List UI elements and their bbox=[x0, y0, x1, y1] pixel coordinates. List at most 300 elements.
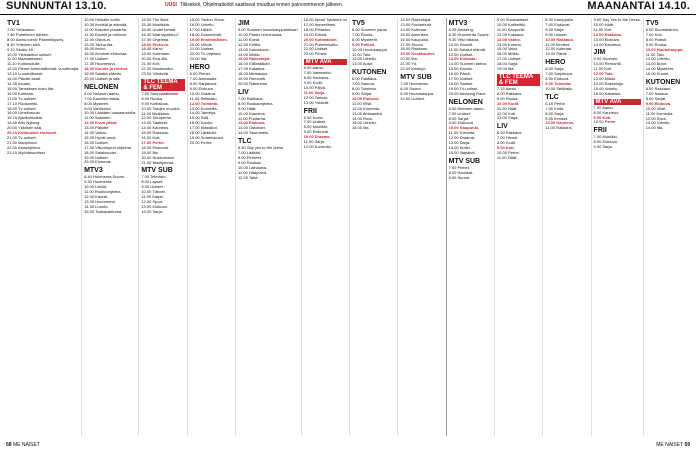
program-entry: 10.00 Hiekalle kotiin. bbox=[84, 17, 121, 22]
program-entry: 16.00 Apua! Tyttäreni on bbox=[303, 17, 347, 22]
program-entry: 9.00 Koti. bbox=[496, 145, 515, 151]
channel-header: HERO bbox=[545, 59, 566, 67]
program-entry: 14.00 Kotona. bbox=[496, 41, 522, 47]
program-entry: 10.00 Pakko remontoida. bbox=[237, 31, 283, 37]
program-entry: 14.00 Sarja. bbox=[141, 208, 163, 214]
program-entry: 7.00 Sarjakuva. bbox=[545, 71, 574, 77]
program-entry: 15.00 The Bold. bbox=[141, 17, 170, 22]
program-entry: 20.00 Ilta. bbox=[400, 56, 418, 62]
program-entry: 11.30 Kauniit ja rohkeat. bbox=[84, 31, 127, 37]
program-entry: 18.00 Elokuvat. bbox=[141, 144, 169, 150]
program-entry: 6.00 Nelonen aamu. bbox=[448, 105, 485, 111]
program-entry: 9.00 Kodit. bbox=[303, 79, 323, 85]
program-entry: 15.30 Musiikkia. bbox=[141, 21, 171, 27]
program-entry: 10.30 Ihmisiä ja elämää. bbox=[84, 21, 128, 27]
program-entry: 16.00 Eläinlääkäri. bbox=[237, 61, 271, 67]
program-entry: 12.00 Kova päivä. bbox=[84, 120, 118, 126]
program-entry: 17.00 Uutiset. bbox=[448, 76, 474, 82]
program-entry: 11.00 Salatut elämät. bbox=[448, 46, 487, 52]
program-entry: 15.00 Urheilu. bbox=[351, 120, 377, 126]
program-entry: 11.00 Sarja. bbox=[303, 89, 326, 95]
program-entry: 18.00 Salaisuudet. bbox=[84, 149, 118, 155]
program-entry: 7.00 Lääkäri. bbox=[237, 150, 262, 156]
program-entry: 11.00 Salainen. bbox=[84, 115, 112, 121]
program-entry: 7.00 Uutiset. bbox=[303, 119, 327, 125]
program-entry: 21.00 Uutiset. bbox=[189, 46, 215, 52]
program-entry: 12.00 Toiminta. bbox=[189, 100, 219, 106]
program-entry: 9.00 Poliisit. bbox=[351, 41, 376, 47]
program-entry: 8.00 Kodit. bbox=[496, 140, 517, 146]
program-entry: 13.00 Pakotie. bbox=[84, 125, 110, 131]
program-entry: 11.10 Kotiseudulle. bbox=[7, 61, 41, 67]
program-entry: 20.00 Perhe. bbox=[189, 139, 213, 145]
program-entry: 8.00 Elokuva. bbox=[545, 76, 570, 82]
program-entry: 10.00 Huutokauppa. bbox=[351, 46, 389, 52]
program-entry: 14.00 Seurustelu. bbox=[237, 130, 270, 136]
program-entry: 15.00 Rakkaus. bbox=[141, 130, 170, 136]
program-entry: 18.00 Metsästys. bbox=[237, 71, 269, 77]
program-entry: 19.00 Elämä. bbox=[303, 31, 328, 37]
program-entry: 9.00 Elokuvat. bbox=[448, 120, 474, 126]
channel-header: LIV bbox=[237, 88, 249, 96]
program-entry: 16.00 Kalastus. bbox=[593, 90, 622, 96]
program-entry: 20.00 Ensi-ilta. bbox=[141, 56, 168, 62]
program-entry: 7.00 Kodit. bbox=[545, 105, 565, 111]
channel-header: MTV AVA bbox=[304, 59, 347, 65]
program-entry: 8.00 Toiminta. bbox=[351, 86, 377, 92]
program-entry: 10.00 Häät. bbox=[593, 21, 615, 27]
program-entry: 18.00 Elokuva. bbox=[141, 41, 169, 47]
channel-header: MTV3 bbox=[448, 20, 468, 27]
listing-column bbox=[543, 18, 591, 436]
program-entry: 16.00 Uudet tarinat. bbox=[141, 26, 177, 32]
program-entry: 13.00 Elokuva. bbox=[141, 203, 168, 209]
program-entry: 9.00 Ruokaa. bbox=[237, 159, 262, 165]
program-entry: 10.00 Kauneus. bbox=[237, 110, 266, 116]
program-entry: 6.00 Sarja. bbox=[545, 66, 565, 72]
program-entry: 7.00 Naurua. bbox=[645, 90, 669, 96]
program-entry: 14.00 Vaimo. bbox=[84, 130, 108, 136]
program-entry: 10.00 Remontti. bbox=[593, 61, 622, 67]
program-entry: 13.00 Autot. bbox=[351, 61, 374, 67]
program-entry: 8.00 Musiikki. bbox=[303, 124, 328, 130]
program-entry: 20.10 Kotimaiset elokuvat. bbox=[7, 130, 58, 136]
program-entry: 18.00 Tv-uutiset. bbox=[7, 105, 37, 111]
program-entry: 16.00 Kaupunki. bbox=[400, 36, 430, 42]
program-entry: 14.00 Jännitys. bbox=[189, 110, 217, 116]
program-entry: 11.00 Talo. bbox=[351, 51, 372, 57]
program-entry: 13.00 Urheilu. bbox=[645, 120, 671, 126]
program-entry: 16.00 Koti. bbox=[141, 135, 161, 141]
program-entry: 8.00 Sarja. bbox=[545, 110, 565, 116]
program-entry: 12.00 Sport. bbox=[141, 199, 164, 204]
program-entry: 9.00 Toiminta. bbox=[545, 80, 572, 86]
program-entry: 7.40 Puhelimen ääreen. bbox=[7, 31, 50, 37]
program-entry: 23.00 Viihdettä. bbox=[141, 70, 170, 76]
program-entry: 12.00 Kotimaa. bbox=[545, 46, 573, 52]
program-entry: 9.00 Häät. bbox=[237, 105, 257, 111]
program-entry: 11.00 Koirat. bbox=[237, 36, 261, 42]
program-entry: 12.00 Uutiset. bbox=[448, 51, 474, 57]
program-entry: 9.00 Vahtikoira. bbox=[84, 105, 112, 111]
program-entry: 10.00 Uutiset. bbox=[400, 95, 425, 101]
program-entry: 8.00 Perheet. bbox=[237, 154, 262, 160]
program-entry: 19.00 Uutiset. bbox=[84, 154, 109, 160]
program-entry: 13.00 Huomenna. bbox=[84, 198, 116, 204]
channel-header: FRII bbox=[303, 107, 317, 115]
program-entry: 6.00 Rakkaus. bbox=[645, 86, 672, 92]
channel-header: TV1 bbox=[7, 20, 20, 27]
program-entry: 11.00 Koti. bbox=[593, 26, 613, 32]
program-entry: 10.00 Talojen muodot. bbox=[141, 105, 181, 111]
program-entry: 13.00 Sarja. bbox=[448, 140, 471, 146]
program-entry: 15.00 Kaunis. bbox=[448, 66, 474, 72]
program-entry: 11.00 Koti. bbox=[593, 66, 613, 72]
program-entry: 11.00 Vitsit. bbox=[351, 100, 373, 106]
program-entry: 16.00 Päivä. bbox=[448, 71, 471, 77]
channel-header: MTV SUB bbox=[141, 167, 173, 175]
program-entry: 22.00 Asiaohjelma. bbox=[7, 144, 41, 150]
program-entry: 8.00 Mysteeri. bbox=[84, 100, 110, 106]
program-entry: 6.00 Suomalainen. bbox=[645, 27, 680, 32]
channel-header: LIV bbox=[496, 123, 508, 131]
program-entry: 14.30 Luonto. bbox=[84, 203, 109, 209]
program-entry: 16.30 Mitä tapahtuu? bbox=[141, 31, 179, 37]
program-entry: 20.00 Amazing Race. bbox=[448, 90, 487, 96]
program-entry: 11.00 Komedia. bbox=[645, 110, 674, 116]
program-entry: 11.00 Seikkailu. bbox=[189, 95, 218, 101]
program-entry: 23.00 Ilta. bbox=[189, 56, 208, 62]
listing-column bbox=[592, 18, 644, 436]
program-entry: 9.00 Elokuva. bbox=[189, 85, 214, 91]
program-entry: 11.00 Maanantaiset. bbox=[7, 56, 43, 62]
program-entry: 7.00 Musiikki. bbox=[593, 134, 618, 140]
program-entry: 10.00 Vitsit. bbox=[645, 105, 667, 111]
program-entry: 10.00 Kauniit. bbox=[448, 41, 474, 47]
program-entry: 12.00 Komedia. bbox=[303, 143, 332, 149]
program-entry: 8.00 Elokuva. bbox=[593, 139, 618, 145]
program-entry: 21.00 Iltaohjelmat. bbox=[141, 159, 175, 165]
program-entry: 20.00 Viihde. bbox=[189, 41, 213, 47]
program-entry: 11.00 Toiminta. bbox=[448, 130, 476, 136]
program-entry: 11.00 Ihmiset. bbox=[545, 41, 571, 47]
program-entry: 19.45 Arto Nyberg. bbox=[7, 120, 41, 126]
program-entry: 19.00 Urheiluruutu. bbox=[7, 110, 42, 116]
channel-header: NELONEN bbox=[448, 98, 483, 106]
program-entry: 21.00 Puhelinsoitto. bbox=[303, 41, 339, 47]
program-entry: 16.00 Mökki. bbox=[496, 51, 520, 57]
program-entry: 12.00 Talo. bbox=[593, 71, 614, 77]
program-entry: 9.00 Ruoka. bbox=[496, 95, 519, 101]
program-entry: 16.00 Urheilu. bbox=[189, 21, 215, 27]
channel-header: KUTONEN bbox=[645, 79, 681, 87]
program-entry: 16.00 Ilta. bbox=[351, 125, 370, 131]
program-entry: 7.00 Koti. bbox=[645, 31, 663, 37]
program-entry: 7.00 Kauniita naisia. bbox=[84, 95, 121, 101]
program-entry: 15.00 Iltapäivä. bbox=[448, 149, 476, 155]
right-day-title: MAANANTAI 14.10. bbox=[587, 0, 690, 12]
program-entry: 10.00 Laihdutus. bbox=[237, 164, 268, 170]
program-entry: 9.00 Elokuva. bbox=[645, 100, 672, 106]
listing-column bbox=[398, 18, 446, 436]
program-entry: 10.00 Kauneus. bbox=[545, 120, 575, 126]
program-entry: 12.00 Urheilu. bbox=[645, 56, 671, 62]
program-entry: 18.00 Pelastus. bbox=[303, 26, 332, 32]
program-entry: 17.00 Kalastus. bbox=[237, 66, 266, 72]
left-brand: ME NAISET bbox=[12, 442, 40, 448]
program-entry: 22.00 Tv-ohjelma. bbox=[189, 51, 222, 57]
program-entry: 6.15 Perhe. bbox=[545, 100, 566, 106]
program-entry: 14.00 Mökki. bbox=[237, 51, 261, 57]
right-brand: ME NAISET bbox=[656, 442, 684, 448]
program-entry: 17.00 Tv-uutiset. bbox=[7, 95, 37, 101]
notice-text: Tiilisekeli, Ohjelmatiedot saattavat muuttua ennen painoonmenon jälkeen. bbox=[179, 2, 344, 8]
listing-column bbox=[236, 18, 302, 436]
program-entry: 11.00 Sarjat. bbox=[141, 194, 164, 200]
program-entry: 10.00 Elokuva. bbox=[351, 95, 380, 101]
program-entry: 17.00 Klassikot. bbox=[189, 125, 218, 131]
program-entry: 12.00 Komedia. bbox=[351, 105, 381, 111]
program-entry: 14.00 Rock. bbox=[351, 115, 374, 121]
program-entry: 11.00 Hääpuvut. bbox=[237, 169, 268, 175]
program-entry: 13.00 Vaatteet. bbox=[141, 120, 169, 126]
program-entry: 13.00 Ostokset. bbox=[237, 125, 266, 131]
listing-column bbox=[644, 18, 691, 436]
program-entry: 8.00 Poliisit. bbox=[645, 36, 668, 42]
program-entry: 11.00 Meikkaus. bbox=[141, 110, 171, 116]
program-entry: 7.00 Ruoka. bbox=[351, 31, 374, 37]
program-entry: 21.30 Iltaopinnot. bbox=[7, 139, 38, 145]
program-entry: 19.00 Remontti. bbox=[237, 76, 267, 82]
program-entry: 10.00 Rakkaus. bbox=[545, 36, 574, 42]
program-entry: 13.00 Elokuva. bbox=[593, 36, 621, 42]
right-page-number: 59 bbox=[684, 442, 690, 448]
program-entry: 9.00 Elokuvat. bbox=[303, 129, 330, 135]
program-entry: 6.40 Huomenta Suomi. bbox=[84, 174, 125, 180]
program-entry: 7.00 Valmistelu. bbox=[303, 70, 332, 76]
program-entry: 19.00 Tv-uutiset. bbox=[448, 85, 479, 91]
program-entry: 12.00 Urheilu. bbox=[351, 56, 377, 62]
program-entry: 11.00 Häät. bbox=[496, 105, 518, 111]
channel-header: TLC TEEMA & FEM bbox=[141, 79, 184, 91]
program-entry: 12.00 Kokkaus. bbox=[496, 31, 525, 37]
program-entry: 8.00 Sarjat. bbox=[645, 95, 667, 101]
program-entry: 17.30 Viikonlopun ohjelma. bbox=[84, 144, 133, 150]
program-entry: 10.00 Draama. bbox=[189, 90, 217, 96]
program-entry: 8.00 Mysteerit. bbox=[351, 36, 379, 42]
program-entry: 10.00 Tähdet. bbox=[141, 189, 166, 195]
program-entry: 14.00 Päivän asiat. bbox=[7, 76, 42, 82]
program-entry: 12.00 Draama. bbox=[448, 135, 476, 141]
program-entry: 11.00 Sarja. bbox=[303, 139, 325, 145]
program-entry: 7.00 Yleisaamu. bbox=[7, 27, 36, 32]
program-entry: 17.30 Huomenna. bbox=[84, 61, 116, 67]
program-entry: 22.00 Mustavalko. bbox=[141, 66, 174, 72]
program-entry: 6.25 Amazing. bbox=[448, 27, 474, 32]
program-entry: 14.35 Asuasi. bbox=[7, 80, 32, 86]
channel-header: JIM bbox=[593, 49, 606, 57]
program-entry: 8.00 Ruokaohjelma. bbox=[237, 100, 274, 106]
header-bar bbox=[0, 0, 696, 15]
channel-header: TLC bbox=[545, 93, 559, 101]
program-entry: 8.00 Lapset. bbox=[141, 179, 164, 185]
program-entry: 9.10 Studio 45. bbox=[7, 46, 34, 52]
program-entry: 15.00 Tositapahtuma. bbox=[84, 208, 123, 214]
program-entry: 7.00 Pienet. bbox=[448, 164, 470, 170]
program-entry: 8.00 Sarja. bbox=[545, 26, 565, 32]
program-entry: 13.00 Kaivinkone. bbox=[237, 46, 270, 52]
program-entry: 9.00 Suomen. bbox=[593, 56, 619, 62]
notice bbox=[165, 2, 343, 8]
program-entry: 6.30 Say yes to the dress. bbox=[237, 145, 285, 151]
program-entry: 7.00 Aamu. bbox=[593, 104, 614, 110]
program-entry: 8.00 Sarjat. bbox=[448, 115, 470, 121]
program-entry: 11.00 Kaupunki. bbox=[496, 26, 526, 32]
program-entry: 13.10 Luonnollisesti. bbox=[7, 71, 44, 77]
program-entry: 17.00 Suomi. bbox=[400, 41, 424, 47]
program-entry: 7.15 Aamu. bbox=[496, 85, 518, 91]
program-entry: 9.00 Suomalaiset. bbox=[496, 17, 529, 22]
program-entry: 10.00 Huutokauppa. bbox=[645, 46, 684, 52]
program-entry: 19.00 Ensimmäinen. bbox=[189, 36, 228, 42]
program-entry: 19.00 Ilta. bbox=[141, 149, 159, 155]
program-entry: 8.40 Yhteinen kieli. bbox=[7, 41, 41, 47]
program-entry: 16.00 Uutiset. bbox=[84, 139, 109, 145]
program-entry: 9.00 Uutiset. bbox=[545, 31, 568, 37]
channel-header: TLC TEEMA & FEM bbox=[497, 74, 540, 86]
listing-column bbox=[447, 18, 495, 436]
program-entry: 18.00 Kaunis ja rohkea. bbox=[84, 66, 129, 72]
program-entry: 15.00 Urheilu. bbox=[593, 85, 619, 91]
program-entry: 6.00 Suomen paras. bbox=[351, 27, 389, 32]
channel-header: JIM bbox=[237, 20, 250, 27]
program-entry: 20.00 Elokuvat. bbox=[84, 159, 112, 165]
program-entry: 8.00 Hauskat. bbox=[448, 169, 474, 175]
program-entry: 14.00 Kauneus. bbox=[593, 41, 622, 47]
program-entry: 6.00 Pienet. bbox=[189, 71, 211, 77]
program-entry: 10.00 Perhe. bbox=[496, 149, 520, 155]
program-entry: 13.00 Päivä. bbox=[545, 51, 568, 57]
program-entry: 20.00 Rakennus. bbox=[237, 80, 269, 86]
program-entry: 10.00 Päivä. bbox=[303, 84, 326, 90]
left-page-number: 58 bbox=[6, 442, 12, 448]
listing-column bbox=[302, 18, 350, 436]
listing-column bbox=[139, 18, 187, 436]
program-entry: 13.00 Autot. bbox=[645, 61, 668, 67]
program-entry: 15.00 Rakentajat. bbox=[237, 56, 271, 62]
program-entry: 11.00 Kasvien puutarha. bbox=[84, 26, 128, 32]
program-entry: 9.30 Huomenta. bbox=[84, 179, 113, 185]
program-entry: 10.00 Seikkailu. bbox=[545, 85, 574, 91]
program-entry: 17.10 Ruokaretki. bbox=[7, 100, 39, 106]
program-entry: 13.00 Ystävät. bbox=[303, 99, 330, 105]
program-entry: 17.00 Ihmeellinen. bbox=[303, 21, 337, 27]
program-entry: 10.00 Kodit. bbox=[496, 100, 520, 106]
notice-badge: UUSI bbox=[165, 2, 177, 8]
program-entry: 10.00 Draama. bbox=[303, 134, 331, 140]
program-entry: 15.00 Tiedon Show. bbox=[189, 17, 225, 22]
program-entry: 9.00 Kotitalous. bbox=[141, 100, 169, 106]
program-entry: 14.00 Rakentaja. bbox=[593, 80, 624, 86]
program-entry: 15.00 Suomi. bbox=[645, 71, 670, 77]
listing-column bbox=[188, 18, 236, 436]
program-entry: 12.00 Elokuva. bbox=[237, 120, 266, 126]
footer-right bbox=[656, 442, 690, 448]
program-entry: 20.00 Nukkumaan. bbox=[141, 154, 175, 160]
program-entry: 12.00 Rakkaus. bbox=[593, 31, 623, 37]
program-entry: 14.00 Ilta. bbox=[645, 125, 664, 131]
channel-header: MTV SUB bbox=[448, 157, 481, 165]
listing-column bbox=[350, 18, 398, 436]
program-entry: 19.15 Ajankohtaista. bbox=[7, 115, 44, 121]
program-entry: 13.00 Vaimo. bbox=[496, 36, 521, 42]
program-entry: 12.00 Pienet tuntemattomat: vuodenajat. bbox=[7, 66, 80, 72]
program-entry: 19.00 Sotaelokuva. bbox=[189, 134, 224, 140]
program-entry: 13.00 Tarina ilta. bbox=[84, 41, 114, 47]
program-entry: 14.00 Kotimaa. bbox=[400, 26, 428, 32]
tv-listings bbox=[5, 18, 691, 436]
listing-column bbox=[82, 18, 139, 436]
channel-header: FRII bbox=[593, 127, 607, 135]
program-entry: 19.00 Ilta. bbox=[496, 66, 515, 72]
program-entry: 17.00 Uutiset. bbox=[496, 56, 522, 62]
program-entry: 12.00 Rock. bbox=[645, 115, 668, 121]
program-entry: 6.00 Rakkaus. bbox=[496, 130, 523, 136]
program-entry: 22.00 Keskiyö. bbox=[400, 66, 427, 72]
program-entry: 10.00 Yleisradion uutiset. bbox=[7, 51, 52, 57]
program-entry: 11.00 Puutarha. bbox=[237, 115, 267, 121]
program-entry: 13.00 Mökki. bbox=[593, 76, 617, 82]
program-entry: 20.00 Uutiset ja sää. bbox=[84, 75, 121, 81]
program-entry: 14.00 Kotiin. bbox=[448, 144, 471, 150]
program-entry: 23.00 Pimeä. bbox=[303, 51, 328, 57]
program-entry: 18.00 Länkkäri. bbox=[189, 130, 217, 136]
program-entry: 9.30 Viisi viikkoa. bbox=[448, 36, 480, 42]
program-entry: 14.00 Mysteerit. bbox=[645, 66, 675, 72]
program-entry: 15.00 Valot. bbox=[496, 46, 518, 52]
program-entry: 15.00 Amerikka. bbox=[400, 31, 429, 37]
program-entry: 13.00 Animaatiot. bbox=[351, 110, 383, 116]
listing-column bbox=[495, 18, 543, 436]
program-entry: 9.00 Huutokauppa. bbox=[400, 90, 435, 96]
program-entry: 14.00 Suomen tarina. bbox=[448, 61, 487, 67]
program-entry: 12.00 Talot. bbox=[237, 174, 259, 180]
program-entry: 9.00 Koti. bbox=[593, 114, 612, 120]
program-entry: 15.00 Ilmiot. bbox=[84, 46, 106, 52]
program-entry: 10.00 Lääkärin vastaanotolla. bbox=[84, 110, 137, 116]
program-entry: 15.00 Tanssitaen koko ilta. bbox=[7, 85, 55, 91]
program-entry: 12.00 Kauniit. bbox=[84, 194, 109, 199]
program-entry: 22.00 Uutiset. bbox=[303, 46, 329, 52]
program-entry: 12.00 Keittiö. bbox=[237, 41, 262, 47]
program-entry: 12.00 Ostos-tv. bbox=[84, 36, 111, 42]
program-entry: 7.00 Animaatio. bbox=[189, 76, 218, 82]
program-entry: 8.00 Sarjakuva. bbox=[189, 80, 218, 86]
program-entry: 13.00 Komedia. bbox=[189, 105, 218, 111]
program-entry: 6.00 Rakkaus. bbox=[351, 76, 378, 82]
channel-header: MTV SUB bbox=[400, 73, 432, 81]
program-entry: 9.00 Suomi. bbox=[448, 174, 470, 180]
program-entry: 20.00 Ykkösen sää. bbox=[7, 125, 43, 131]
program-entry: 18.00 Dokumentti. bbox=[189, 31, 223, 37]
program-entry: 20.00 Kotimainen. bbox=[303, 36, 338, 42]
channel-header: NELONEN bbox=[84, 83, 119, 91]
program-entry: 14.00 Kauneus. bbox=[141, 125, 170, 131]
program-entry: 17.00 Ohjelmia. bbox=[141, 36, 170, 42]
program-entry: 18.00 Salatut. bbox=[448, 80, 474, 86]
program-entry: 15.00 Scifi. bbox=[189, 115, 210, 121]
program-entry: 9.00 Ruoka. bbox=[645, 41, 668, 47]
